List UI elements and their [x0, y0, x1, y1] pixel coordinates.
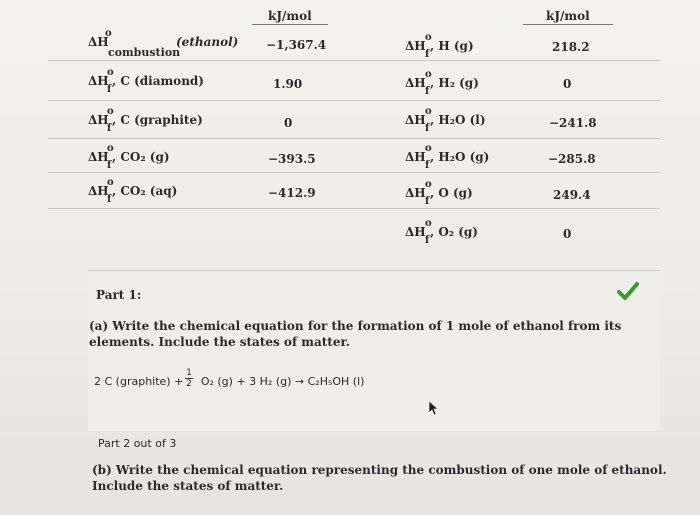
enthalpy-value: 0 — [563, 227, 572, 241]
standard-superscript: o — [425, 69, 432, 80]
standard-superscript: o — [105, 28, 112, 39]
one-half-fraction — [185, 368, 193, 389]
formation-subscript: f — [425, 235, 430, 246]
enthalpy-value: −1,367.4 — [266, 38, 327, 52]
part2-question: (b) Write the chemical equation representing the combustion of one mole of ethanol. Include the states of matter. — [92, 463, 667, 493]
standard-superscript: o — [107, 106, 114, 117]
standard-superscript: o — [107, 143, 114, 154]
check-icon — [617, 282, 639, 300]
mouse-cursor-icon — [428, 400, 440, 416]
enthalpy-value: 1.90 — [273, 77, 303, 91]
enthalpy-symbol: ΔH — [405, 225, 426, 239]
enthalpy-symbol: ΔH — [88, 113, 109, 127]
enthalpy-symbol: ΔH — [405, 113, 426, 127]
combustion-subscript: combustion — [108, 46, 181, 59]
formation-subscript: f — [425, 86, 430, 97]
part1-answer[interactable] — [94, 375, 364, 388]
formation-subscript: f — [107, 160, 112, 171]
formation-subscript: f — [425, 123, 430, 134]
species-label: , H₂O (g) — [430, 150, 490, 164]
species-label: , CO₂ (g) — [112, 150, 170, 164]
header-rule-left — [252, 24, 328, 25]
answer-suffix: O₂ (g) + 3 H₂ (g) → C₂H₅OH (l) — [200, 375, 365, 388]
species-label: , C (diamond) — [112, 74, 204, 88]
part1-title: Part 1: — [96, 288, 142, 302]
enthalpy-value: 218.2 — [552, 40, 590, 54]
row-divider — [48, 60, 660, 61]
formation-subscript: f — [425, 49, 430, 60]
header-rule-right — [523, 24, 613, 25]
standard-superscript: o — [107, 177, 114, 188]
enthalpy-symbol: ΔH — [88, 74, 109, 88]
enthalpy-symbol: ΔH — [405, 150, 426, 164]
formation-subscript: f — [107, 194, 112, 205]
formation-subscript: f — [425, 160, 430, 171]
species-label: , O (g) — [430, 186, 473, 200]
standard-superscript: o — [425, 218, 432, 229]
species-label: , H₂O (l) — [430, 113, 486, 127]
enthalpy-symbol: ΔH — [405, 76, 426, 90]
fraction-denominator: 2 — [186, 379, 192, 389]
standard-superscript: o — [425, 143, 432, 154]
enthalpy-value: −393.5 — [268, 152, 316, 166]
species-label: (ethanol) — [176, 35, 239, 49]
row-divider — [48, 172, 660, 173]
species-label: , CO₂ (aq) — [112, 184, 178, 198]
enthalpy-symbol: ΔH — [405, 39, 426, 53]
formation-subscript: f — [425, 196, 430, 207]
enthalpy-symbol: ΔH — [88, 184, 109, 198]
standard-superscript: o — [425, 32, 432, 43]
enthalpy-symbol: ΔH — [88, 35, 109, 49]
enthalpy-value: 0 — [563, 77, 572, 91]
enthalpy-symbol: ΔH — [405, 186, 426, 200]
answer-prefix: 2 C (graphite) + — [94, 375, 187, 388]
enthalpy-value: −285.8 — [548, 152, 596, 166]
part1-question: (a) Write the chemical equation for the formation of 1 mole of ethanol from its elements. Include the states of matter. — [89, 319, 622, 349]
unit-header-left: kJ/mol — [268, 9, 312, 23]
species-label: , H₂ (g) — [430, 76, 479, 90]
enthalpy-symbol: ΔH — [88, 150, 109, 164]
standard-superscript: o — [425, 179, 432, 190]
species-label: , H (g) — [430, 39, 474, 53]
enthalpy-value: 249.4 — [553, 188, 591, 202]
standard-superscript: o — [107, 67, 114, 78]
enthalpy-value: 0 — [284, 116, 293, 130]
part2-progress: Part 2 out of 3 — [98, 437, 177, 450]
species-label: , O₂ (g) — [430, 225, 478, 239]
fraction-numerator: 1 — [186, 368, 192, 378]
enthalpy-value: −412.9 — [268, 186, 316, 200]
formation-subscript: f — [107, 123, 112, 134]
enthalpy-value: −241.8 — [549, 116, 597, 130]
standard-superscript: o — [425, 106, 432, 117]
species-label: , C (graphite) — [112, 113, 203, 127]
row-divider — [48, 208, 660, 209]
unit-header-right: kJ/mol — [546, 9, 590, 23]
row-divider — [48, 138, 660, 139]
row-divider — [48, 100, 660, 101]
formation-subscript: f — [107, 84, 112, 95]
part1-panel — [88, 270, 660, 431]
